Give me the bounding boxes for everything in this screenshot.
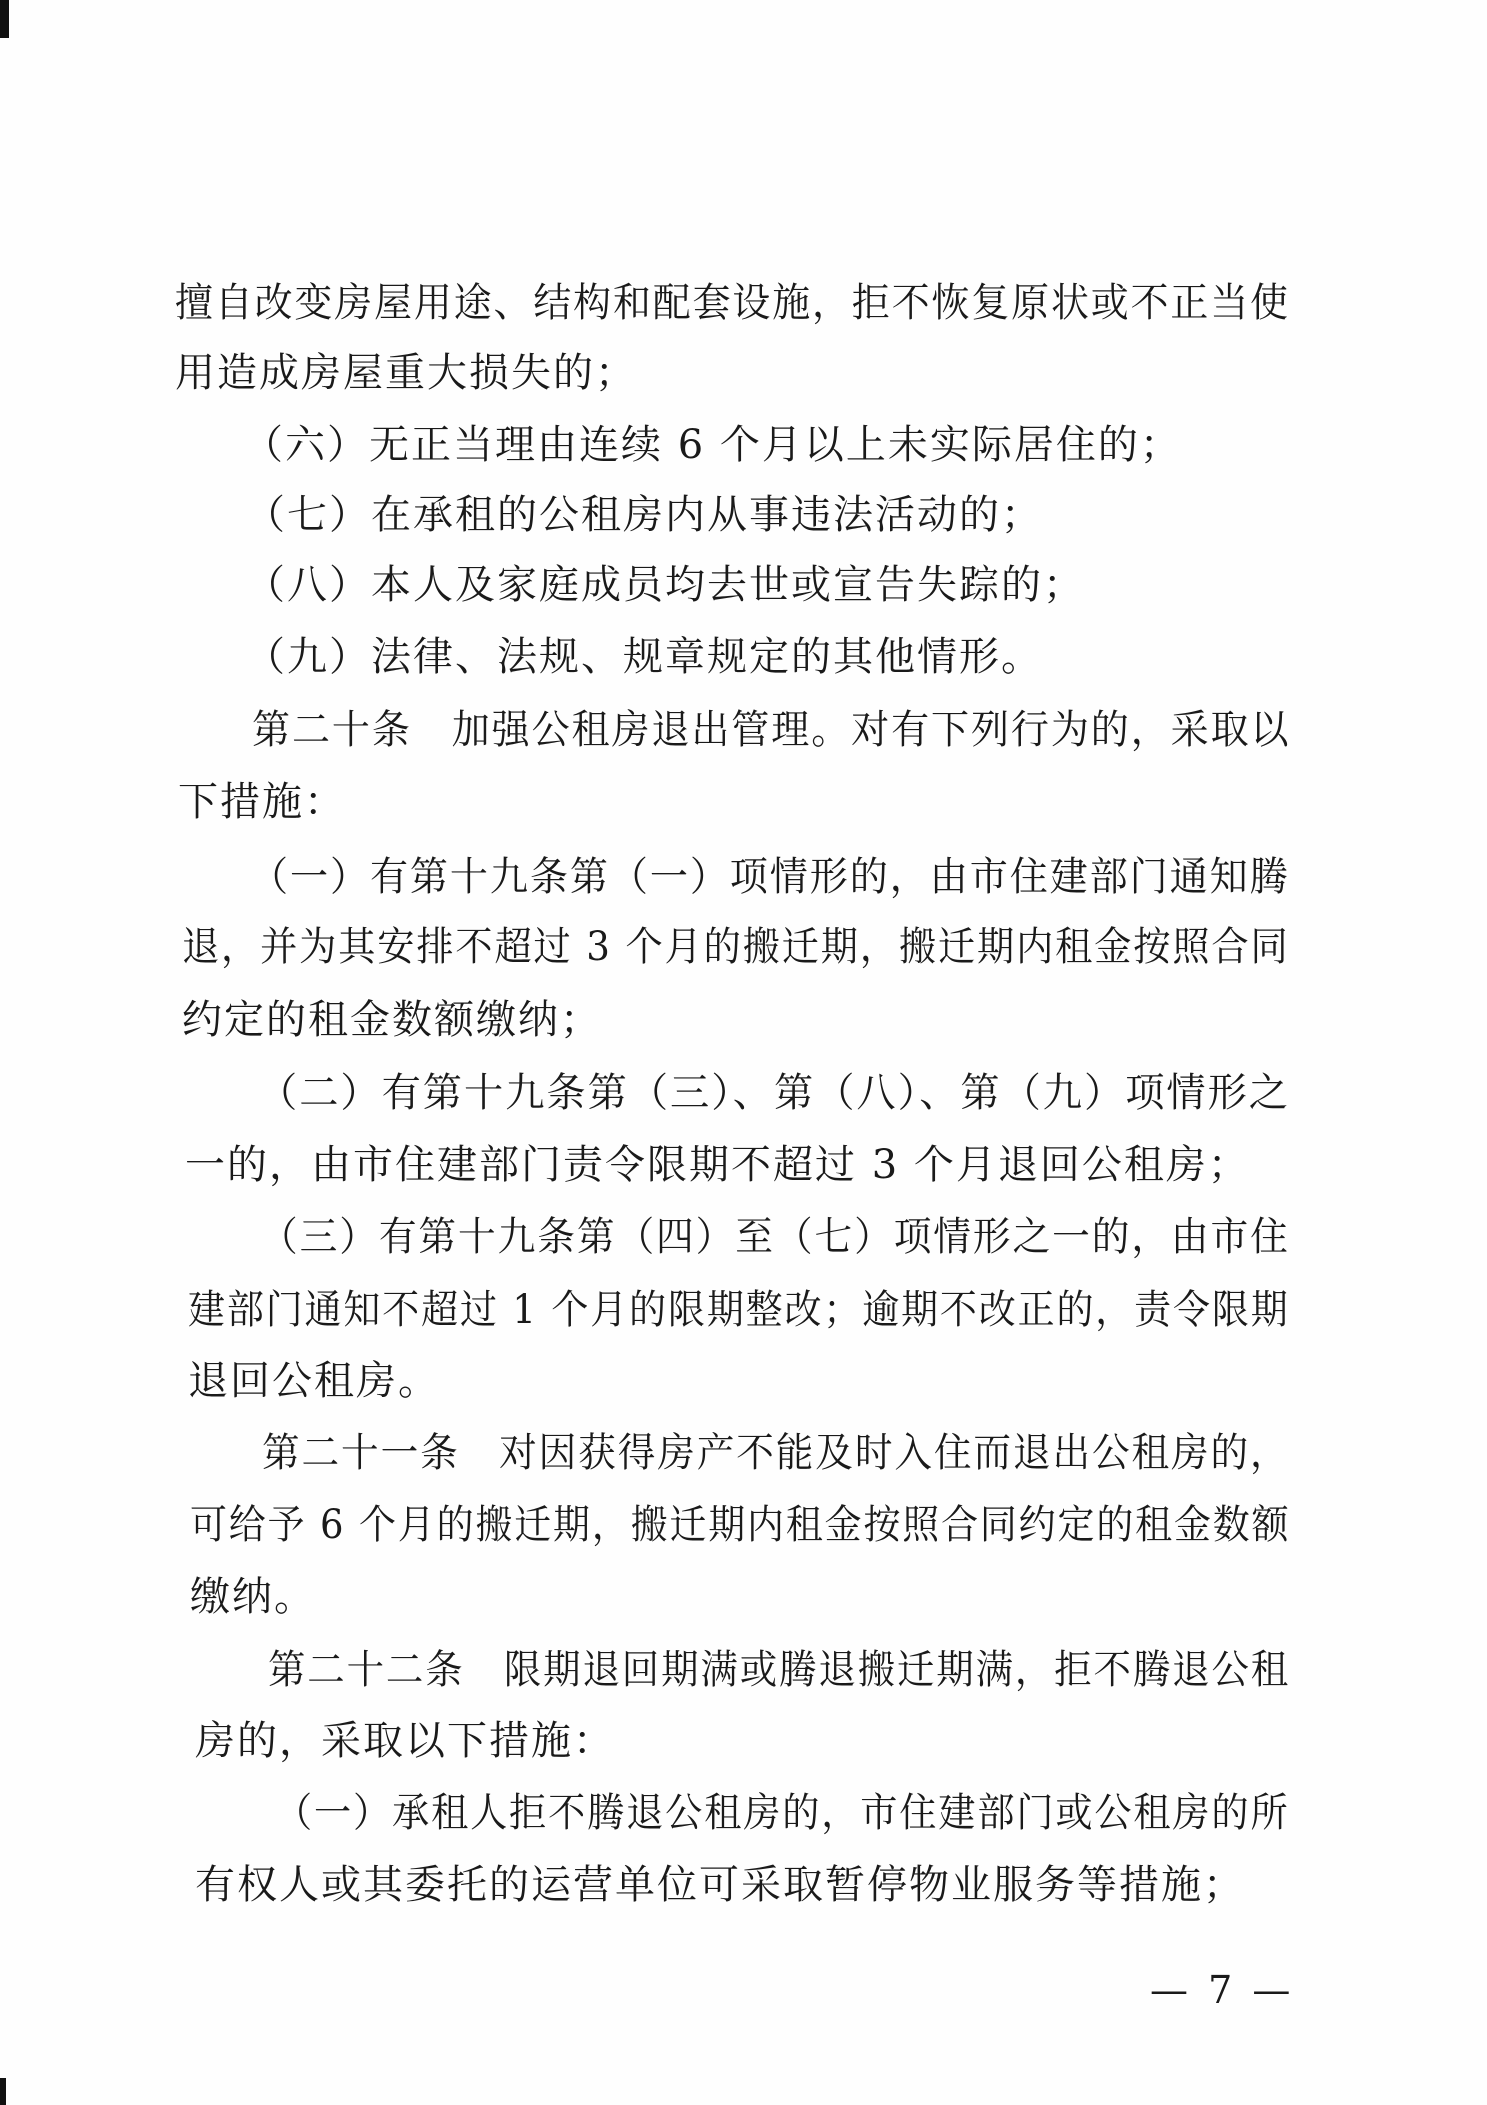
article-heading-21: 第二十一条 对因获得房产不能及时入住而退出公租房的，: [262, 1430, 1290, 1476]
text-line: （一）承租人拒不腾退公租房的，市住建部门或公租房的所: [275, 1790, 1290, 1836]
text-line: 下措施：: [178, 779, 346, 825]
text-line: 房的，采取以下措施：: [195, 1718, 615, 1764]
text-line: （三）有第十九条第（四）至（七）项情形之一的，由市住: [260, 1214, 1290, 1260]
text-line: 退回公租房。: [188, 1358, 440, 1404]
text-line: （二）有第十九条第（三）、第（八）、第（九）项情形之: [258, 1070, 1291, 1116]
text-line: 退，并为其安排不超过 3 个月的搬迁期，搬迁期内租金按照合同: [182, 924, 1290, 970]
text-line: （一）有第十九条第（一）项情形的，由市住建部门通知腾: [250, 854, 1290, 900]
scan-edge-mark-bottom: [0, 2078, 6, 2105]
page-number: — 7 —: [1150, 1968, 1295, 2012]
text-line: （七）在承租的公租房内从事违法活动的；: [245, 492, 1043, 538]
text-line: 擅自改变房屋用途、结构和配套设施，拒不恢复原状或不正当使: [175, 280, 1290, 326]
text-line: 用造成房屋重大损失的；: [175, 350, 637, 396]
text-line: 一的，由市住建部门责令限期不超过 3 个月退回公租房；: [185, 1142, 1250, 1188]
article-heading-22: 第二十二条 限期退回期满或腾退搬迁期满，拒不腾退公租: [268, 1647, 1291, 1693]
text-line: （八）本人及家庭成员均去世或宣告失踪的；: [245, 562, 1085, 608]
text-line: 约定的租金数额缴纳；: [182, 997, 602, 1043]
text-line: （九）法律、法规、规章规定的其他情形。: [245, 634, 1043, 680]
text-line: 缴纳。: [190, 1574, 316, 1620]
text-line: 可给予 6 个月的搬迁期，搬迁期内租金按照合同约定的租金数额: [190, 1502, 1291, 1548]
article-heading-20: 第二十条 加强公租房退出管理。对有下列行为的，采取以: [252, 707, 1291, 753]
text-line: 有权人或其委托的运营单位可采取暂停物业服务等措施；: [195, 1862, 1245, 1908]
text-line: （六）无正当理由连续 6 个月以上未实际居住的；: [243, 422, 1182, 468]
scan-edge-mark-top: [0, 0, 9, 38]
text-line: 建部门通知不超过 1 个月的限期整改；逾期不改正的，责令限期: [188, 1287, 1290, 1333]
